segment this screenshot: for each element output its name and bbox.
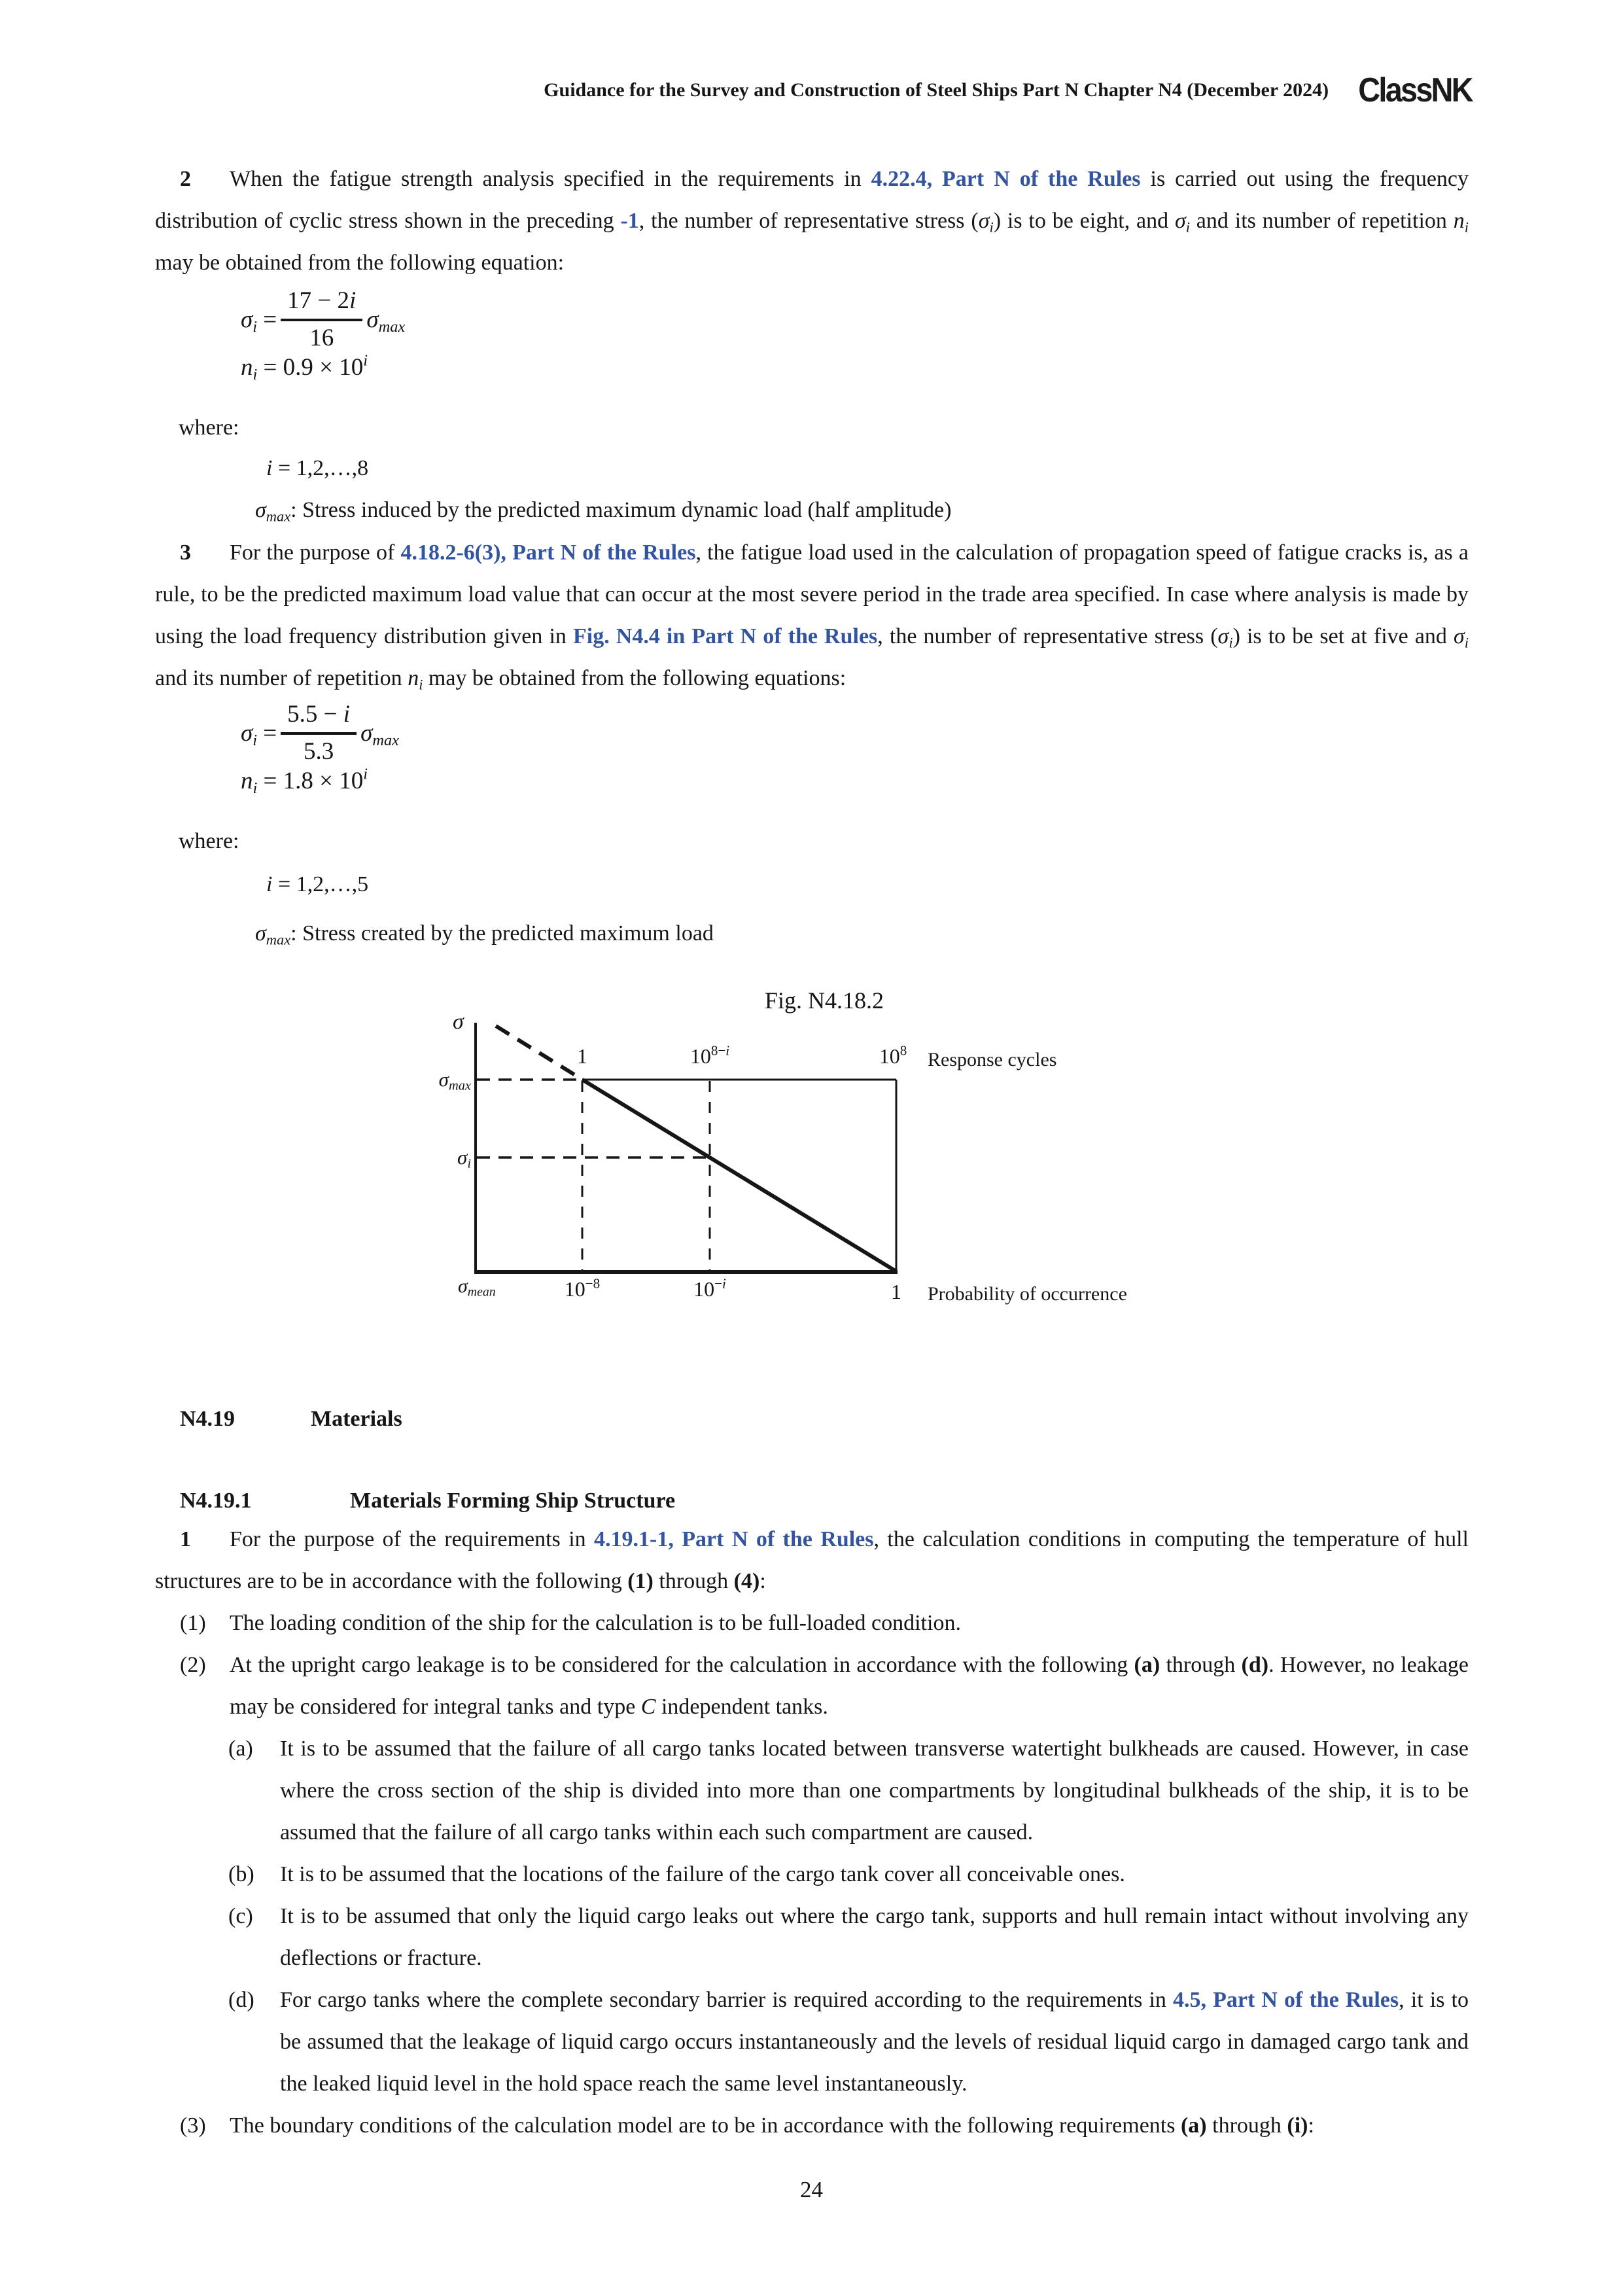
- text-segment: σ: [241, 719, 253, 747]
- text-segment: i: [343, 701, 351, 728]
- text-segment: i: [266, 872, 273, 896]
- classnk-logo: ClassNK: [1358, 71, 1472, 109]
- text-segment: 10: [564, 1277, 585, 1301]
- text-segment: : Stress induced by the predicted maximum dynamic load (half amplitude): [290, 498, 952, 522]
- text-segment: , the number of representative stress (: [877, 624, 1218, 648]
- paragraph-text: [155, 540, 1469, 693]
- equation-lhs: [241, 306, 277, 334]
- text-segment: is carried out using the frequency distribution of cyclic stress shown in the preceding: [155, 167, 1469, 233]
- rules-reference-link[interactable]: 4.5, Part N of the Rules: [1173, 1988, 1399, 2012]
- text-segment: 5.5 −: [287, 701, 343, 728]
- text-segment: σ: [255, 921, 266, 945]
- document-title: Guidance for the Survey and Construction of Steel Ships Part N Chapter N4 (December 2024): [544, 79, 1329, 101]
- fraction-denominator: [304, 735, 334, 766]
- bottom-tick-1: 1: [891, 1280, 901, 1303]
- text-segment: = 1.8 × 10: [257, 768, 364, 794]
- text-segment: max: [372, 731, 399, 749]
- text-segment: i: [467, 1156, 471, 1171]
- figure-caption: Fig. N4.18.2: [764, 987, 884, 1014]
- text-segment: n: [408, 666, 419, 690]
- text-segment: 10: [689, 1044, 711, 1068]
- text-segment: (i): [1287, 2113, 1308, 2138]
- response-cycles-axis-label: Response cycles: [928, 1049, 1057, 1070]
- text-segment: 16: [309, 325, 334, 351]
- text-segment: i: [253, 365, 258, 383]
- text-segment: = 1,2,…,8: [272, 456, 369, 480]
- paragraph-number: 1: [180, 1527, 191, 1551]
- text-segment: The loading condition of the ship for the calculation is to be full-loaded condition.: [230, 1611, 961, 1635]
- text-segment: σ: [255, 498, 266, 522]
- fraction-denominator: [309, 321, 334, 353]
- heading-number: N4.19: [180, 1407, 236, 1431]
- text-segment: It is to be assumed that the locations of the failure of the cargo tank cover all conceivable ones.: [280, 1862, 1125, 1886]
- list-item-text: [230, 1644, 1469, 1728]
- list-marker: (2): [180, 1653, 206, 1677]
- text-segment: For the purpose of the requirements in: [230, 1527, 595, 1551]
- text-segment: For cargo tanks where the complete secondary barrier is required according to the requirements in: [280, 1988, 1173, 2012]
- text-segment: For the purpose of: [230, 540, 401, 565]
- page-number: 24: [800, 2177, 823, 2202]
- where-i-definition: [266, 448, 1580, 489]
- text-segment: i: [722, 1275, 726, 1292]
- text-segment: n: [241, 768, 253, 794]
- list-item-text: [280, 1854, 1469, 1896]
- text-segment: through: [1206, 2113, 1287, 2138]
- rules-reference-link[interactable]: -1: [620, 209, 639, 233]
- rules-reference-link[interactable]: 4.19.1-1, Part N of the Rules: [594, 1527, 874, 1551]
- text-segment: −8: [585, 1275, 601, 1292]
- list-item-text: [230, 2105, 1469, 2147]
- equation-n-i-five: [241, 767, 1554, 796]
- where-i-definition: [266, 864, 1580, 906]
- where-label: where:: [179, 829, 239, 853]
- figure-n4-18-2: [393, 981, 1256, 1335]
- stress-probability-diagram: [393, 981, 1256, 1335]
- paragraph-text: [155, 1527, 1469, 1593]
- text-segment: may be obtained from the following equations:: [423, 666, 846, 690]
- text-segment: (a): [1134, 1653, 1161, 1677]
- text-segment: n: [241, 354, 253, 381]
- text-segment: . However, no leakage may be considered for integral tanks and type: [230, 1653, 1469, 1719]
- text-segment: σ: [366, 306, 379, 333]
- list-marker: (3): [180, 2113, 206, 2138]
- text-segment: i: [363, 351, 368, 370]
- text-segment: i: [1229, 634, 1233, 651]
- text-segment: , it is to be assumed that the leakage of liquid cargo occurs instantaneously and the levels of residual liquid cargo in damaged cargo tank and the leaked liquid level in the hold space reach the same level instantaneously.: [280, 1988, 1469, 2096]
- text-segment: max: [266, 931, 291, 948]
- text-segment: i: [725, 1042, 730, 1059]
- list-item-text: [280, 1728, 1469, 1854]
- paragraph-2: [155, 158, 1469, 284]
- sigma-max-label: [406, 1068, 471, 1091]
- equation-line: [241, 353, 368, 382]
- text-segment: −: [714, 1275, 723, 1292]
- text-segment: and its number of repetition: [1189, 209, 1454, 233]
- text-segment: max: [266, 508, 291, 525]
- text-segment: , the calculation conditions in computing the temperature of hull structures are to be in accordance with the following: [155, 1527, 1469, 1593]
- text-segment: σ: [457, 1146, 468, 1169]
- text-segment: σ: [1454, 624, 1465, 648]
- page-header: [0, 73, 1472, 107]
- text-segment: σ: [1217, 624, 1229, 648]
- equation-sigma-i-eight: [241, 287, 1554, 353]
- equation-line: [241, 767, 368, 796]
- heading-n4-19: [155, 1398, 1469, 1440]
- text-segment: i: [349, 287, 357, 314]
- text-segment: may be obtained from the following equation:: [155, 251, 565, 275]
- list-item-text: [230, 1602, 1469, 1644]
- text-segment: =: [257, 306, 277, 333]
- paragraph-number: 3: [180, 540, 191, 565]
- text-segment: n: [1453, 209, 1465, 233]
- text-segment: = 0.9 × 10: [257, 354, 364, 381]
- text-segment: It is to be assumed that only the liquid cargo leaks out where the cargo tank, supports and hull remain intact without involving any deflections or fracture.: [280, 1904, 1469, 1970]
- text-segment: It is to be assumed that the failure of all cargo tanks located between transverse watertight bulkheads are caused. However, in case where the cross section of the ship is divided into more than one compartments by longitudinal bulkheads of the ship, it is to be assumed that the failure of all cargo tanks within each such compartment are caused.: [280, 1737, 1469, 1845]
- text-segment: through: [653, 1569, 734, 1593]
- list-marker: (b): [228, 1862, 254, 1886]
- text-segment: : Stress created by the predicted maximum load: [290, 921, 714, 945]
- text-segment: , the number of representative stress (: [638, 209, 979, 233]
- sigma-mean-label: [458, 1275, 496, 1298]
- list-item-3: [155, 2105, 1469, 2147]
- rules-reference-link[interactable]: 4.18.2-6(3), Part N of the Rules: [400, 540, 696, 565]
- text-segment: :: [1308, 2113, 1314, 2138]
- text-segment: σ: [360, 719, 373, 747]
- text-segment: through: [1160, 1653, 1242, 1677]
- text-segment: (1): [627, 1569, 654, 1593]
- text-segment: ) is to be set at five and: [1232, 624, 1454, 648]
- text-segment: i: [363, 765, 368, 783]
- y-axis-symbol: [453, 1010, 464, 1034]
- text-segment: 10: [693, 1277, 715, 1301]
- text-segment: 5.3: [303, 738, 334, 765]
- paragraph-1: [155, 1519, 1469, 1602]
- text-segment: (4): [733, 1569, 760, 1593]
- text-segment: max: [378, 317, 406, 336]
- heading-title: Materials: [311, 1407, 402, 1431]
- text-segment: ) is to be eight, and: [993, 209, 1175, 233]
- list-item-1: [155, 1602, 1469, 1644]
- list-marker: (1): [180, 1611, 206, 1635]
- list-marker: (d): [228, 1988, 254, 2012]
- where-sigma-max-definition: [255, 913, 1569, 955]
- paragraph-text: [155, 167, 1469, 275]
- list-item-2b: [155, 1854, 1469, 1896]
- bottom-tick-1e-i: [680, 1277, 739, 1301]
- list-item-2d: [155, 1979, 1469, 2105]
- list-item-2c: [155, 1896, 1469, 1979]
- text-segment: σ: [458, 1275, 468, 1297]
- text-segment: = 1,2,…,5: [272, 872, 369, 896]
- text-segment: max: [448, 1078, 471, 1093]
- text-segment: i: [253, 779, 258, 797]
- text-segment: (a): [1180, 2113, 1207, 2138]
- equation-rhs: [360, 719, 399, 748]
- text-segment: i: [266, 456, 273, 480]
- text-segment: 8−: [710, 1042, 726, 1059]
- text-segment: 17 − 2: [287, 287, 350, 314]
- text-segment: σ: [1174, 209, 1186, 233]
- fraction: [281, 700, 357, 766]
- probability-axis-label: Probability of occurrence: [928, 1283, 1127, 1305]
- paragraph-number: 2: [180, 167, 191, 191]
- sigma-i-label: [406, 1146, 471, 1169]
- heading-title: Materials Forming Ship Structure: [350, 1489, 676, 1513]
- text-segment: i: [1464, 219, 1469, 236]
- rules-reference-link[interactable]: Fig. N4.4 in Part N of the Rules: [573, 624, 878, 648]
- text-segment: independent tanks.: [655, 1695, 828, 1719]
- list-item-2: [155, 1644, 1469, 1728]
- rules-reference-link[interactable]: 4.22.4, Part N of the Rules: [871, 167, 1141, 191]
- top-tick-10-8-i: [667, 1044, 752, 1068]
- paragraph-3: [155, 532, 1469, 699]
- fraction: [281, 287, 362, 353]
- text-segment: σ: [241, 306, 253, 333]
- text-segment: mean: [467, 1284, 496, 1299]
- where-label: where:: [179, 415, 239, 440]
- list-item-text: [280, 1896, 1469, 1979]
- text-segment: At the upright cargo leakage is to be considered for the calculation in accordance with the following: [230, 1653, 1134, 1677]
- bottom-tick-1e-8: [553, 1277, 612, 1301]
- text-segment: i: [253, 317, 258, 336]
- equation-n-i-eight: [241, 353, 1554, 382]
- text-segment: i: [419, 676, 423, 693]
- fraction-numerator: [281, 700, 357, 735]
- text-segment: i: [989, 219, 994, 236]
- top-tick-1: 1: [577, 1044, 587, 1068]
- equation-rhs: [366, 306, 405, 334]
- list-marker: (c): [228, 1904, 253, 1928]
- text-segment: and its number of repetition: [155, 666, 408, 690]
- text-segment: =: [257, 719, 277, 747]
- text-segment: :: [759, 1569, 766, 1593]
- text-segment: When the fatigue strength analysis specified in the requirements in: [230, 167, 871, 191]
- text-segment: 8: [899, 1042, 907, 1059]
- where-sigma-max-definition: [255, 489, 1569, 531]
- text-segment: C: [640, 1695, 656, 1719]
- text-segment: , the fatigue load used in the calculation of propagation speed of fatigue cracks is, as a rule, to be the predicted maximum load value that can occur at the most severe period in the trade area specified. In case where analysis is made by using the load frequency distribution given in: [155, 540, 1469, 648]
- top-tick-10-8: [869, 1044, 917, 1068]
- text-segment: The boundary conditions of the calculation model are to be in accordance with the following requirements: [230, 2113, 1181, 2138]
- list-item-2a: [155, 1728, 1469, 1854]
- text-segment: σ: [978, 209, 990, 233]
- text-segment: (d): [1241, 1653, 1269, 1677]
- equation-lhs: [241, 719, 277, 748]
- list-marker: (a): [228, 1737, 253, 1761]
- text-segment: i: [1185, 219, 1190, 236]
- text-segment: σ: [453, 1010, 464, 1034]
- text-segment: 10: [879, 1044, 900, 1068]
- list-item-text: [280, 1979, 1469, 2105]
- stress-distribution-line: [582, 1080, 896, 1271]
- fraction-numerator: [281, 287, 362, 321]
- text-segment: σ: [438, 1068, 449, 1091]
- heading-number: N4.19.1: [180, 1489, 252, 1513]
- equation-sigma-i-five: [241, 700, 1554, 766]
- text-segment: i: [1464, 634, 1469, 651]
- heading-n4-19-1: [155, 1480, 1469, 1522]
- text-segment: i: [253, 731, 258, 749]
